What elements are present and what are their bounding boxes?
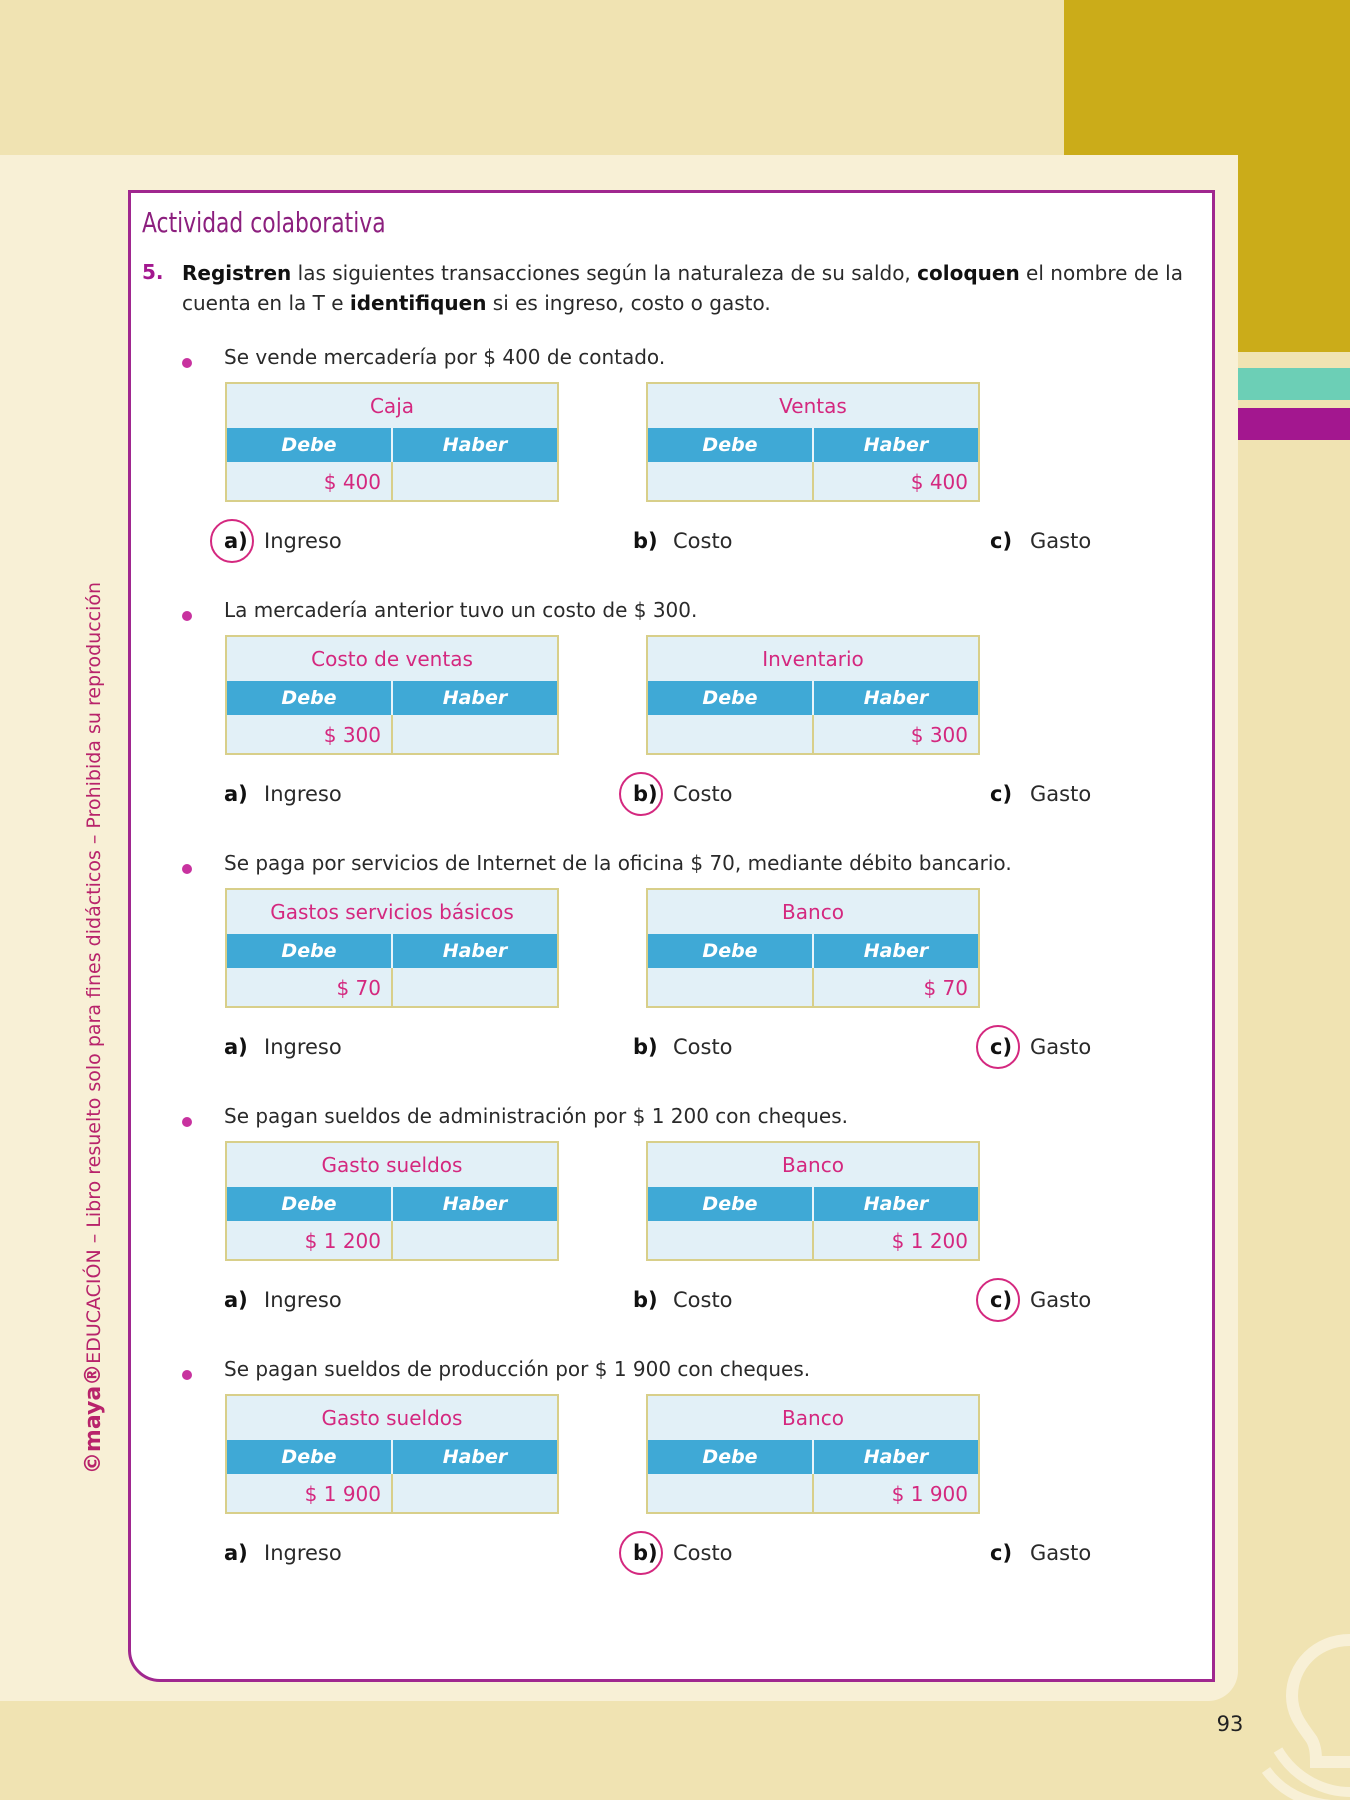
debit-amount: $ 1 200: [227, 1221, 393, 1261]
account-name: Banco: [782, 1406, 844, 1430]
account-name: Gasto sueldos: [321, 1153, 463, 1177]
debit-amount: $ 70: [227, 968, 393, 1008]
t-account-header: [648, 1187, 978, 1221]
credit-header: Haber: [442, 687, 508, 709]
option-costo[interactable]: [633, 529, 733, 553]
credit-amount: $ 400: [910, 470, 968, 494]
t-account-header: [227, 1440, 557, 1474]
t-account-left: [225, 1141, 559, 1261]
option-gasto[interactable]: [990, 1288, 1091, 1312]
option-label: Ingreso: [264, 529, 342, 553]
debit-amount: $ 1 900: [227, 1474, 393, 1514]
transaction-description: Se vende mercadería por $ 400 de contado.: [224, 345, 666, 369]
option-ingreso[interactable]: [224, 1035, 342, 1059]
credit-header: Haber: [442, 940, 508, 962]
credit-amount: $ 300: [910, 723, 968, 747]
copyright-sidebar: [81, 578, 111, 1478]
credit-amount: [393, 1474, 557, 1514]
bullet-icon: [182, 611, 192, 621]
exercise-number: 5.: [142, 260, 164, 284]
option-label: Costo: [673, 1288, 733, 1312]
account-name: Gastos servicios básicos: [270, 900, 514, 924]
credit-amount: [393, 462, 557, 502]
bullet-icon: [182, 864, 192, 874]
credit-header: Haber: [863, 1446, 929, 1468]
option-letter: a): [224, 782, 248, 806]
option-label: Ingreso: [264, 1541, 342, 1565]
transaction-description: La mercadería anterior tuvo un costo de $ 300.: [224, 598, 698, 622]
instruction-text: las siguientes transacciones según la naturaleza de su saldo,: [291, 261, 918, 285]
credit-header: Haber: [442, 434, 508, 456]
instruction-keyword: identifiquen: [349, 291, 487, 315]
bullet-icon: [182, 1117, 192, 1127]
option-ingreso[interactable]: [224, 1288, 342, 1312]
transaction-description: Se pagan sueldos de producción por $ 1 900 con cheques.: [224, 1357, 811, 1381]
option-label: Ingreso: [264, 1035, 342, 1059]
option-letter: c): [990, 1035, 1030, 1059]
debit-header: Debe: [648, 428, 814, 462]
account-name: Inventario: [762, 647, 864, 671]
debit-header: Debe: [648, 681, 814, 715]
t-account-body: [227, 968, 557, 1008]
option-label: Gasto: [1030, 1541, 1092, 1565]
transaction-description: Se pagan sueldos de administración por $ 1 200 con cheques.: [224, 1104, 849, 1128]
credit-amount: [393, 1221, 557, 1261]
credit-amount: [393, 968, 557, 1008]
debit-amount: [648, 715, 814, 755]
option-letter: c): [990, 1541, 1013, 1565]
debit-amount: [648, 1474, 814, 1514]
debit-amount: [648, 968, 814, 1008]
t-account-header: [648, 1440, 978, 1474]
account-name: Caja: [369, 394, 415, 418]
option-ingreso[interactable]: [224, 529, 342, 553]
instruction-text: si es ingreso, costo o gasto.: [486, 291, 771, 315]
debit-header: Debe: [227, 934, 393, 968]
option-costo[interactable]: [633, 1035, 733, 1059]
activity-title: Actividad colaborativa: [142, 206, 386, 239]
t-account-left: [225, 382, 559, 502]
t-account-body: [648, 968, 978, 1008]
option-letter: b): [633, 782, 673, 806]
debit-header: Debe: [227, 681, 393, 715]
t-account-body: [648, 1474, 978, 1514]
t-account-right: [646, 382, 980, 502]
option-ingreso[interactable]: [224, 1541, 342, 1565]
decorative-teal-tab: [1238, 368, 1350, 400]
t-account-left: [225, 635, 559, 755]
t-account-header: [648, 681, 978, 715]
option-letter: a): [224, 529, 264, 553]
option-label: Costo: [673, 1541, 733, 1565]
option-costo[interactable]: [633, 1288, 733, 1312]
option-label: Ingreso: [264, 782, 342, 806]
t-account-right: [646, 1141, 980, 1261]
credit-header: Haber: [442, 1193, 508, 1215]
credit-header: Haber: [863, 1193, 929, 1215]
option-letter: b): [633, 1541, 673, 1565]
debit-header: Debe: [227, 1187, 393, 1221]
option-label: Gasto: [1030, 1035, 1092, 1059]
option-label: Ingreso: [264, 1288, 342, 1312]
option-label: Gasto: [1030, 782, 1092, 806]
account-name: Banco: [782, 1153, 844, 1177]
lightbulb-icon: [1256, 1630, 1350, 1800]
option-gasto[interactable]: [990, 782, 1091, 806]
option-letter: c): [990, 782, 1013, 806]
option-letter: c): [990, 529, 1013, 553]
t-account-body: [648, 715, 978, 755]
credit-header: Haber: [863, 687, 929, 709]
t-account-body: [648, 462, 978, 502]
debit-header: Debe: [227, 428, 393, 462]
option-letter: b): [633, 529, 658, 553]
option-letter: c): [990, 1288, 1030, 1312]
instruction-keyword: coloquen: [917, 261, 1020, 285]
debit-amount: $ 300: [227, 715, 393, 755]
instruction-text: el nombre de la cuenta en la T e: [182, 261, 1183, 315]
page-number: 93: [1216, 1712, 1244, 1736]
account-name: Ventas: [779, 394, 847, 418]
t-account-header: [648, 428, 978, 462]
publisher-brand: ©maya®: [81, 1363, 106, 1475]
t-account-header: [227, 934, 557, 968]
credit-amount: $ 1 900: [891, 1482, 968, 1506]
bullet-icon: [182, 358, 192, 368]
credit-header: Haber: [863, 940, 929, 962]
debit-amount: [648, 1221, 814, 1261]
option-label: Costo: [673, 1035, 733, 1059]
t-account-header: [227, 428, 557, 462]
option-letter: b): [633, 1288, 658, 1312]
t-account-body: [227, 1474, 557, 1514]
debit-amount: [648, 462, 814, 502]
credit-amount: [393, 715, 557, 755]
option-label: Costo: [673, 529, 733, 553]
t-account-header: [227, 1187, 557, 1221]
debit-header: Debe: [648, 1187, 814, 1221]
option-costo[interactable]: [633, 782, 733, 806]
debit-amount: $ 400: [227, 462, 393, 502]
t-account-header: [227, 681, 557, 715]
option-gasto[interactable]: [990, 1541, 1091, 1565]
t-account-left: [225, 1394, 559, 1514]
t-account-body: [227, 1221, 557, 1261]
debit-header: Debe: [648, 1440, 814, 1474]
exercise-instruction: [182, 258, 1212, 318]
t-account-body: [648, 1221, 978, 1261]
bullet-icon: [182, 1370, 192, 1380]
t-account-right: [646, 888, 980, 1008]
option-costo[interactable]: [633, 1541, 733, 1565]
copyright-notice: EDUCACIÓN – Libro resuelto solo para fines didácticos – Prohibida su reproducción: [83, 581, 105, 1364]
credit-amount: $ 70: [923, 976, 968, 1000]
option-ingreso[interactable]: [224, 782, 342, 806]
credit-header: Haber: [442, 1446, 508, 1468]
account-name: Costo de ventas: [311, 647, 473, 671]
credit-header: Haber: [863, 434, 929, 456]
t-account-right: [646, 635, 980, 755]
account-name: Gasto sueldos: [321, 1406, 463, 1430]
option-gasto[interactable]: [990, 1035, 1091, 1059]
t-account-header: [648, 934, 978, 968]
option-letter: a): [224, 1541, 248, 1565]
option-letter: b): [633, 1035, 658, 1059]
debit-header: Debe: [648, 934, 814, 968]
option-letter: a): [224, 1288, 248, 1312]
option-label: Costo: [673, 782, 733, 806]
t-account-body: [227, 715, 557, 755]
debit-header: Debe: [227, 1440, 393, 1474]
t-account-left: [225, 888, 559, 1008]
account-name: Banco: [782, 900, 844, 924]
credit-amount: $ 1 200: [891, 1229, 968, 1253]
option-gasto[interactable]: [990, 529, 1091, 553]
option-label: Gasto: [1030, 1288, 1092, 1312]
option-label: Gasto: [1030, 529, 1092, 553]
t-account-right: [646, 1394, 980, 1514]
t-account-body: [227, 462, 557, 502]
decorative-magenta-tab: [1238, 408, 1350, 440]
instruction-keyword: Registren: [182, 261, 292, 285]
option-letter: a): [224, 1035, 248, 1059]
transaction-description: Se paga por servicios de Internet de la oficina $ 70, mediante débito bancario.: [224, 851, 1012, 875]
